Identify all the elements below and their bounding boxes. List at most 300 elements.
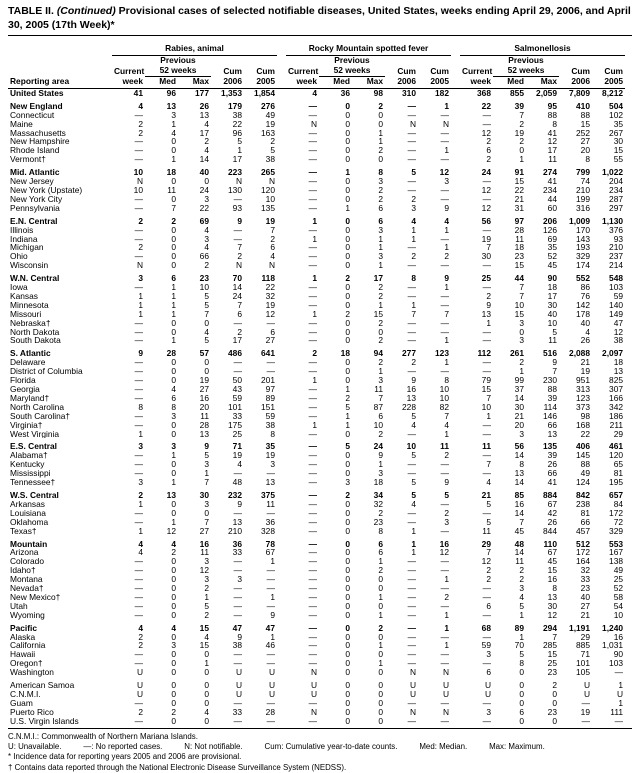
group-gap (277, 56, 286, 66)
value-cell: 14 (199, 155, 209, 165)
value-cell: 1 (411, 539, 416, 549)
value-cell: 0 (345, 194, 350, 204)
value-cell: U (235, 668, 242, 678)
reporting-area-cell: Ohio (10, 252, 28, 262)
group-gap-cell (277, 469, 286, 478)
value-cell: 512 (576, 539, 590, 549)
value-cell: 11 (482, 442, 491, 452)
value-cell: — (134, 575, 143, 585)
table-row (8, 394, 632, 403)
group-gap-cell (451, 310, 460, 319)
value-cell: — (134, 367, 143, 377)
value-cell: 59 (481, 641, 491, 651)
value-cell: 0 (204, 690, 209, 699)
value-cell: 0 (171, 508, 176, 518)
value-cell: 3 (171, 641, 176, 651)
reporting-area-cell: Delaware (10, 358, 46, 368)
value-cell: 3 (378, 252, 383, 262)
med-label: Med (145, 77, 178, 89)
value-cell: 4 (204, 225, 209, 235)
value-cell: 0 (204, 318, 209, 328)
value-cell: 30 (547, 601, 557, 611)
value-cell: 4 (171, 539, 176, 549)
value-cell: 0 (519, 698, 524, 708)
reporting-area-cell: Pennsylvania (10, 203, 60, 213)
value-cell: 0 (345, 623, 350, 633)
value-cell: 1,854 (254, 88, 275, 98)
value-cell: 0 (345, 557, 350, 567)
value-cell: 0 (345, 650, 350, 660)
value-cell: — (308, 490, 317, 500)
table-row (8, 690, 632, 699)
group-gap-cell (451, 349, 460, 358)
value-cell: 1,022 (602, 168, 624, 178)
value-cell: — (407, 177, 416, 186)
value-cell: 85 (514, 490, 524, 500)
group-gap-cell (277, 367, 286, 376)
value-cell: 8 (552, 119, 557, 129)
value-cell: 4 (411, 216, 416, 226)
value-cell: 0 (345, 234, 350, 244)
group-gap-cell (277, 336, 286, 345)
value-cell: — (482, 508, 491, 518)
group-gap (277, 77, 286, 89)
value-cell: 175 (228, 420, 242, 430)
group-gap-cell (277, 226, 286, 235)
value-cell: U (583, 681, 590, 690)
value-cell: — (407, 698, 416, 708)
reporting-area-cell: Mountain (10, 539, 48, 549)
value-cell: — (308, 300, 317, 310)
value-cell: — (482, 177, 491, 186)
value-cell: 3 (444, 177, 449, 186)
value-cell: 2 (519, 575, 524, 585)
reporting-area-cell: Illinois (10, 225, 34, 235)
blank-cell (418, 56, 451, 66)
value-cell: 13 (481, 309, 491, 319)
value-cell: 199 (576, 194, 590, 204)
value-cell: 138 (609, 557, 624, 567)
value-cell: 69 (199, 216, 209, 226)
value-cell: 0 (345, 155, 350, 165)
group-gap-cell (277, 602, 286, 611)
value-cell: — (440, 128, 449, 138)
value-cell: — (407, 128, 416, 138)
value-cell: 10 (481, 402, 491, 412)
value-cell: 7 (237, 300, 242, 310)
value-cell: 25 (481, 274, 491, 284)
value-cell: 825 (609, 376, 624, 385)
value-cell: — (308, 460, 317, 470)
value-cell: 82 (439, 402, 449, 412)
group-gap-cell (277, 217, 286, 226)
value-cell: 9 (237, 499, 242, 509)
value-cell: 15 (373, 309, 383, 319)
value-cell: 52 (547, 252, 557, 262)
value-cell: 7 (519, 283, 524, 292)
value-cell: 14 (514, 548, 524, 558)
value-cell: 22 (232, 119, 242, 129)
value-cell: — (308, 698, 317, 708)
table-row (8, 177, 632, 186)
value-cell: 0 (204, 650, 209, 660)
value-cell: — (134, 358, 143, 368)
value-cell: 28 (265, 707, 275, 717)
value-cell: 10 (547, 318, 557, 328)
reporting-area-cell: Kentucky (10, 460, 45, 470)
value-cell: N (409, 707, 416, 717)
value-cell: 47 (265, 623, 275, 633)
value-cell: 65 (613, 460, 624, 470)
value-cell: 98 (580, 411, 590, 421)
value-cell: 21 (481, 490, 491, 500)
value-cell: — (440, 327, 449, 337)
value-cell: 0 (345, 690, 350, 699)
value-cell: — (134, 283, 143, 292)
value-cell: — (440, 261, 449, 271)
value-cell: — (440, 291, 449, 301)
week-label: week (112, 77, 145, 89)
group-gap-cell (451, 602, 460, 611)
value-cell: 12 (481, 128, 491, 138)
value-cell: 6 (270, 327, 275, 337)
value-cell: 376 (609, 225, 624, 235)
value-cell: 0 (378, 155, 383, 165)
value-cell: — (308, 155, 317, 165)
summary-row (8, 624, 632, 633)
value-cell: — (482, 429, 491, 439)
value-cell: 88 (580, 110, 590, 120)
value-cell: — (407, 469, 416, 479)
reporting-area-cell: District of Columbia (10, 367, 83, 377)
group-gap-cell (451, 102, 460, 111)
value-cell: 0 (171, 243, 176, 253)
value-cell: 135 (261, 203, 275, 213)
group-gap-cell (451, 186, 460, 195)
value-cell: 49 (265, 110, 275, 120)
value-cell: 5 (270, 146, 275, 156)
value-cell: — (407, 101, 416, 111)
value-cell: — (308, 584, 317, 593)
value-cell: 0 (519, 668, 524, 678)
value-cell: 2 (138, 641, 143, 651)
summary-row (8, 540, 632, 549)
value-cell: 7 (519, 517, 524, 527)
value-cell: 238 (576, 499, 590, 509)
value-cell: 0 (171, 318, 176, 328)
value-cell: 0 (171, 592, 176, 602)
value-cell: 1 (138, 309, 143, 319)
value-cell: 1 (444, 283, 449, 292)
value-cell: 230 (543, 376, 557, 385)
value-cell: — (407, 185, 416, 195)
value-cell: — (308, 499, 317, 509)
group-gap-cell (277, 659, 286, 668)
value-cell: 66 (199, 252, 209, 262)
value-cell: 0 (204, 716, 209, 726)
value-cell: 1 (237, 146, 242, 156)
group-gap-cell (451, 659, 460, 668)
value-cell: 252 (576, 128, 590, 138)
value-cell: 9 (237, 216, 242, 226)
value-cell: 27 (580, 137, 590, 147)
value-cell: 1 (138, 429, 143, 439)
value-cell: — (233, 234, 242, 244)
value-cell: — (308, 548, 317, 558)
value-cell: 1 (378, 300, 383, 310)
table-row (8, 421, 632, 430)
value-cell: 40 (580, 318, 590, 328)
value-cell: 2 (486, 291, 491, 301)
value-cell: 2 (378, 566, 383, 576)
table-row (8, 641, 632, 650)
value-cell: 0 (171, 194, 176, 204)
value-cell: 12 (265, 309, 275, 319)
value-cell: — (440, 601, 449, 611)
group-gap-cell (277, 319, 286, 328)
value-cell: 1 (138, 300, 143, 310)
value-cell: 2 (486, 155, 491, 165)
value-cell: 163 (261, 128, 275, 138)
group-gap-cell (277, 509, 286, 518)
value-cell: 195 (609, 478, 624, 487)
value-cell: 13 (547, 429, 557, 439)
value-cell: 1 (444, 225, 449, 235)
value-cell: N (235, 177, 242, 186)
value-cell: 0 (378, 601, 383, 611)
value-cell: 5 (237, 137, 242, 147)
value-cell: 27 (580, 601, 590, 611)
value-cell: 1 (171, 451, 176, 461)
group-gap-cell (451, 566, 460, 575)
value-cell: 13 (613, 367, 624, 377)
value-cell: 0 (171, 584, 176, 593)
value-cell: 3 (204, 234, 209, 244)
value-cell: — (308, 508, 317, 518)
group-gap-cell (451, 328, 460, 337)
value-cell: 5 (204, 291, 209, 301)
summary-row (8, 349, 632, 358)
value-cell: 2 (138, 632, 143, 642)
value-cell: 9 (444, 274, 449, 284)
value-cell: 39 (547, 451, 557, 461)
value-cell: 21 (580, 610, 590, 620)
value-cell: 7 (486, 393, 491, 403)
value-cell: — (308, 442, 317, 452)
value-cell: — (407, 146, 416, 156)
value-cell: 4 (237, 460, 242, 470)
value-cell: — (308, 601, 317, 611)
value-cell: 0 (204, 358, 209, 368)
value-cell: 1 (444, 243, 449, 253)
value-cell: 10 (265, 194, 275, 204)
value-cell: 45 (547, 261, 557, 271)
value-cell: — (308, 566, 317, 576)
value-cell: 2 (204, 261, 209, 271)
group-gap-cell (277, 641, 286, 650)
table-row (8, 146, 632, 155)
value-cell: 74 (580, 177, 590, 186)
year-2006-label: 2006 (559, 77, 592, 89)
value-cell: 7 (519, 291, 524, 301)
value-cell: 88 (580, 460, 590, 470)
value-cell: — (614, 716, 624, 726)
reporting-area-cell: Oklahoma (10, 517, 49, 527)
value-cell: 0 (171, 137, 176, 147)
value-cell: 20 (514, 420, 524, 430)
value-cell: 4 (312, 88, 317, 98)
value-cell: 1 (171, 291, 176, 301)
value-cell: — (134, 610, 143, 620)
table-row (8, 235, 632, 244)
value-cell: — (134, 451, 143, 461)
value-cell: 37 (514, 385, 524, 394)
value-cell: — (614, 668, 624, 678)
value-cell: 29 (613, 429, 624, 439)
value-cell: 0 (345, 668, 350, 678)
value-cell: — (266, 659, 275, 669)
value-cell: 307 (609, 385, 624, 394)
value-cell: 15 (514, 309, 524, 319)
group-gap (451, 44, 460, 55)
value-cell: 3 (519, 336, 524, 346)
group-gap-cell (277, 186, 286, 195)
table-row (8, 301, 632, 310)
table-row (8, 681, 632, 690)
value-cell: 16 (514, 499, 524, 509)
value-cell: 31 (514, 203, 524, 213)
value-cell: 0 (171, 499, 176, 509)
group-gap-cell (277, 518, 286, 527)
blank-cell (211, 56, 244, 66)
group-gap-cell (451, 460, 460, 469)
group-gap-cell (451, 283, 460, 292)
value-cell: 19 (265, 216, 275, 226)
value-cell: 124 (576, 478, 590, 487)
reporting-area-cell: New York (Upstate) (10, 185, 83, 195)
value-cell: 0 (345, 451, 350, 461)
value-cell: 1 (378, 592, 383, 602)
value-cell: 11 (266, 499, 275, 509)
value-cell: — (308, 177, 317, 186)
value-cell: 7 (171, 203, 176, 213)
value-cell: 3 (519, 584, 524, 593)
value-cell: — (308, 243, 317, 253)
value-cell: 0 (204, 367, 209, 377)
value-cell: 70 (232, 274, 242, 284)
value-cell: 0 (171, 601, 176, 611)
group-gap-cell (277, 717, 286, 726)
value-cell: — (134, 698, 143, 708)
value-cell: 36 (265, 517, 275, 527)
value-cell: 0 (204, 177, 209, 186)
value-cell: 3 (204, 575, 209, 585)
value-cell: — (308, 367, 317, 377)
value-cell: U (268, 681, 275, 690)
value-cell: 182 (435, 88, 449, 98)
value-cell: — (308, 185, 317, 195)
value-cell: 21 (514, 194, 524, 204)
value-cell: 2,059 (536, 88, 557, 98)
value-cell: 884 (543, 490, 557, 500)
value-cell: 2 (171, 548, 176, 558)
value-cell: 0 (171, 690, 176, 699)
value-cell: — (440, 234, 449, 244)
value-cell: 1 (444, 610, 449, 620)
value-cell: 0 (171, 566, 176, 576)
value-cell: 1 (171, 155, 176, 165)
value-cell: 2 (444, 592, 449, 602)
value-cell: 2 (378, 336, 383, 346)
value-cell: 2 (378, 185, 383, 195)
value-cell: 11 (200, 548, 209, 558)
value-cell: 8 (411, 274, 416, 284)
value-cell: 8 (519, 659, 524, 669)
group-gap-cell (451, 641, 460, 650)
group-gap-cell (277, 328, 286, 337)
table-row (8, 111, 632, 120)
value-cell: — (233, 650, 242, 660)
value-cell: 2 (486, 137, 491, 147)
value-cell: 1 (171, 336, 176, 346)
value-cell: 0 (378, 632, 383, 642)
value-cell: 5 (345, 402, 350, 412)
value-cell: 214 (609, 261, 624, 271)
value-cell: 24 (373, 442, 383, 452)
value-cell: 1 (444, 336, 449, 346)
table-title-rest: Provisional cases of selected notifiable diseases, United States, weeks ending April 29, 2006, and April 30, 2005 (17th Week)* (8, 5, 631, 31)
value-cell: 885 (576, 641, 590, 651)
value-cell: 18 (514, 243, 524, 253)
table-row (8, 566, 632, 575)
group-gap-cell (277, 442, 286, 451)
value-cell: 285 (543, 641, 557, 651)
value-cell: 7 (270, 225, 275, 235)
group-gap-cell (277, 129, 286, 138)
reporting-area-cell: Florida (10, 376, 36, 385)
value-cell: — (134, 659, 143, 669)
value-cell: 10 (406, 442, 416, 452)
group-gap-cell (277, 403, 286, 412)
value-cell: — (308, 358, 317, 368)
value-cell: — (266, 358, 275, 368)
value-cell: 6 (378, 216, 383, 226)
value-cell: 0 (345, 283, 350, 292)
value-cell: 18 (373, 478, 383, 487)
value-cell: 0 (204, 668, 209, 678)
value-cell: 38 (265, 155, 275, 165)
value-cell: — (407, 659, 416, 669)
group-gap-cell (277, 349, 286, 358)
value-cell: 7 (444, 411, 449, 421)
summary-row (8, 217, 632, 226)
value-cell: 3 (378, 469, 383, 479)
value-cell: U (583, 690, 590, 699)
reporting-area-cell: Nebraska† (10, 318, 51, 328)
value-cell: 28 (199, 420, 209, 430)
weeks52-label: 52 weeks (319, 66, 385, 76)
value-cell: 4 (138, 548, 143, 558)
value-cell: 42 (547, 508, 557, 518)
value-cell: — (482, 469, 491, 479)
value-cell: 146 (543, 411, 557, 421)
value-cell: 20 (580, 146, 590, 156)
value-cell: 3 (411, 203, 416, 213)
value-cell: 25 (613, 575, 624, 585)
value-cell: — (233, 592, 242, 602)
value-cell: 3 (486, 650, 491, 660)
value-cell: 24 (232, 291, 242, 301)
